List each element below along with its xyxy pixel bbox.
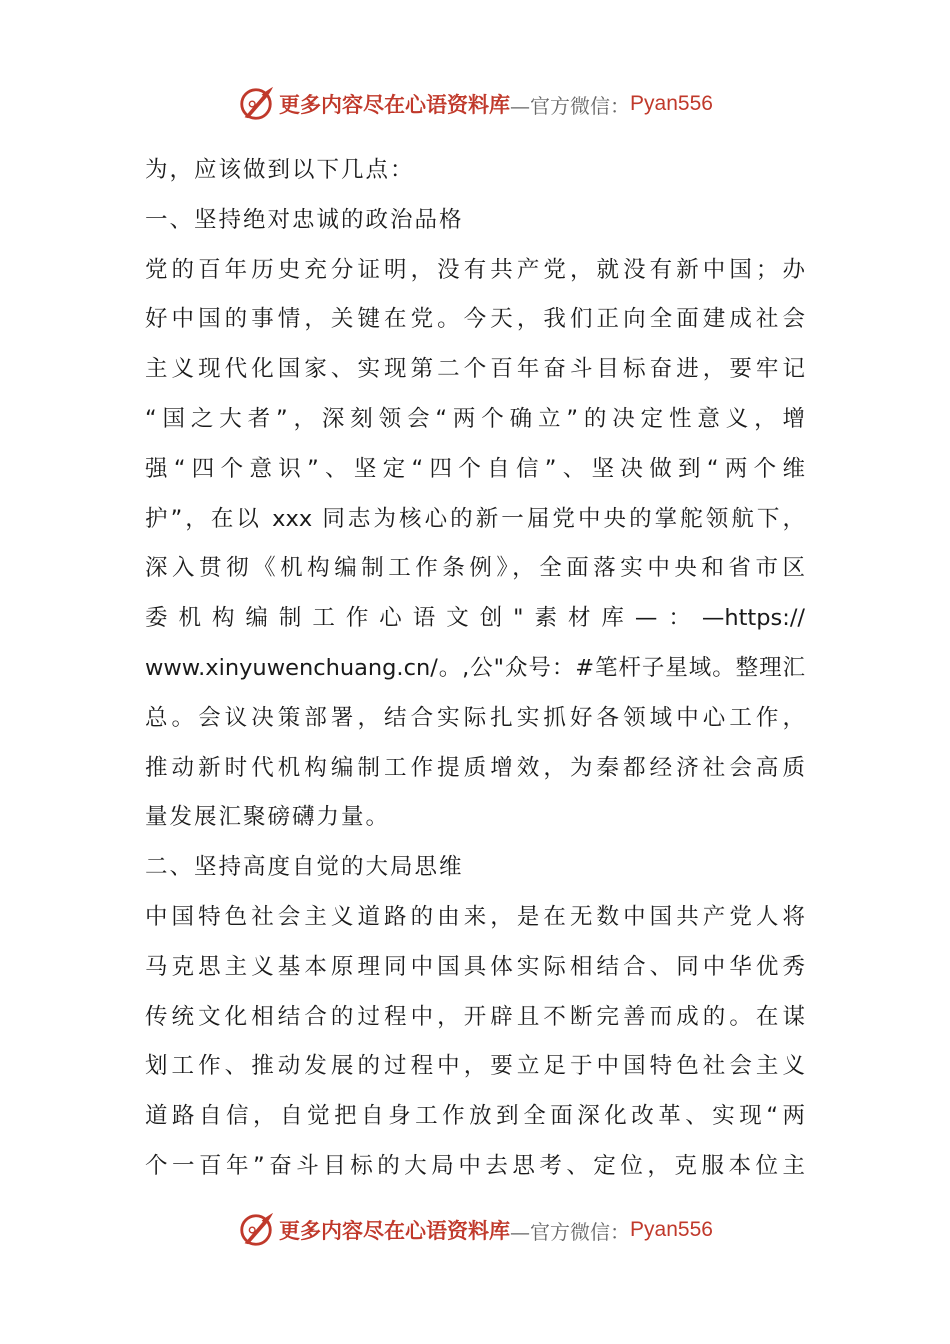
banner-main-text: 更多内容尽在心语资料库	[279, 1218, 511, 1243]
section-heading: 二、坚持高度自觉的大局思维	[145, 854, 464, 881]
banner-wechat-id: Pyan556	[630, 1218, 713, 1241]
text-line-with-link: www.xinyuwenchuang.cn/。,公"众号：#笔杆子星域。整理汇	[145, 654, 805, 681]
text-line: 强“四个意识”、坚定“四个自信”、坚决做到“两个维	[145, 455, 805, 482]
section-heading: 一、坚持绝对忠诚的政治品格	[145, 206, 464, 233]
footer-banner	[0, 1208, 950, 1252]
text-line: 个一百年”奋斗目标的大局中去思考、定位，克服本位主	[145, 1152, 805, 1179]
banner-sub-text: —官方微信：	[510, 93, 631, 118]
text-line: “国之大者”，深刻领会“两个确立”的决定性意义，增	[145, 405, 805, 432]
text-line: 党的百年历史充分证明，没有共产党，就没有新中国；办	[145, 256, 805, 283]
text-line: 道路自信，自觉把自身工作放到全面深化改革、实现“两	[145, 1103, 805, 1130]
document-body	[145, 146, 805, 1192]
banner-wechat-id: Pyan556	[630, 92, 713, 115]
text-line: 划工作、推动发展的过程中，要立足于中国特色社会主义	[145, 1053, 805, 1080]
text-line-with-link: 委机构编制工作心语文创"素材库—：—https://	[145, 605, 805, 632]
quill-logo-icon	[237, 1211, 275, 1249]
text-line: 传统文化相结合的过程中，开辟且不断完善而成的。在谋	[145, 1003, 805, 1030]
banner-sub-text: —官方微信：	[510, 1219, 631, 1244]
text-line: 好中国的事情，关键在党。今天，我们正向全面建成社会	[145, 306, 805, 333]
text-line: 总。会议决策部署，结合实际扎实抓好各领域中心工作，	[145, 704, 805, 731]
text-line: 量发展汇聚磅礴力量。	[145, 804, 391, 831]
banner-main-text: 更多内容尽在心语资料库	[279, 92, 511, 117]
text-line: 推动新时代机构编制工作提质增效，为秦都经济社会高质	[145, 754, 805, 781]
text-line: 主义现代化国家、实现第二个百年奋斗目标奋进，要牢记	[145, 356, 805, 383]
header-banner	[0, 82, 950, 126]
text-line: 中国特色社会主义道路的由来，是在无数中国共产党人将	[145, 903, 805, 930]
text-line: 为，应该做到以下几点：	[145, 157, 415, 183]
text-line: 深入贯彻《机构编制工作条例》，全面落实中央和省市区	[145, 555, 805, 582]
text-line: 护”，在以 xxx 同志为核心的新一届党中央的掌舵领航下，	[145, 505, 805, 532]
quill-logo-icon	[237, 85, 275, 123]
text-line: 马克思主义基本原理同中国具体实际相结合、同中华优秀	[145, 953, 805, 980]
